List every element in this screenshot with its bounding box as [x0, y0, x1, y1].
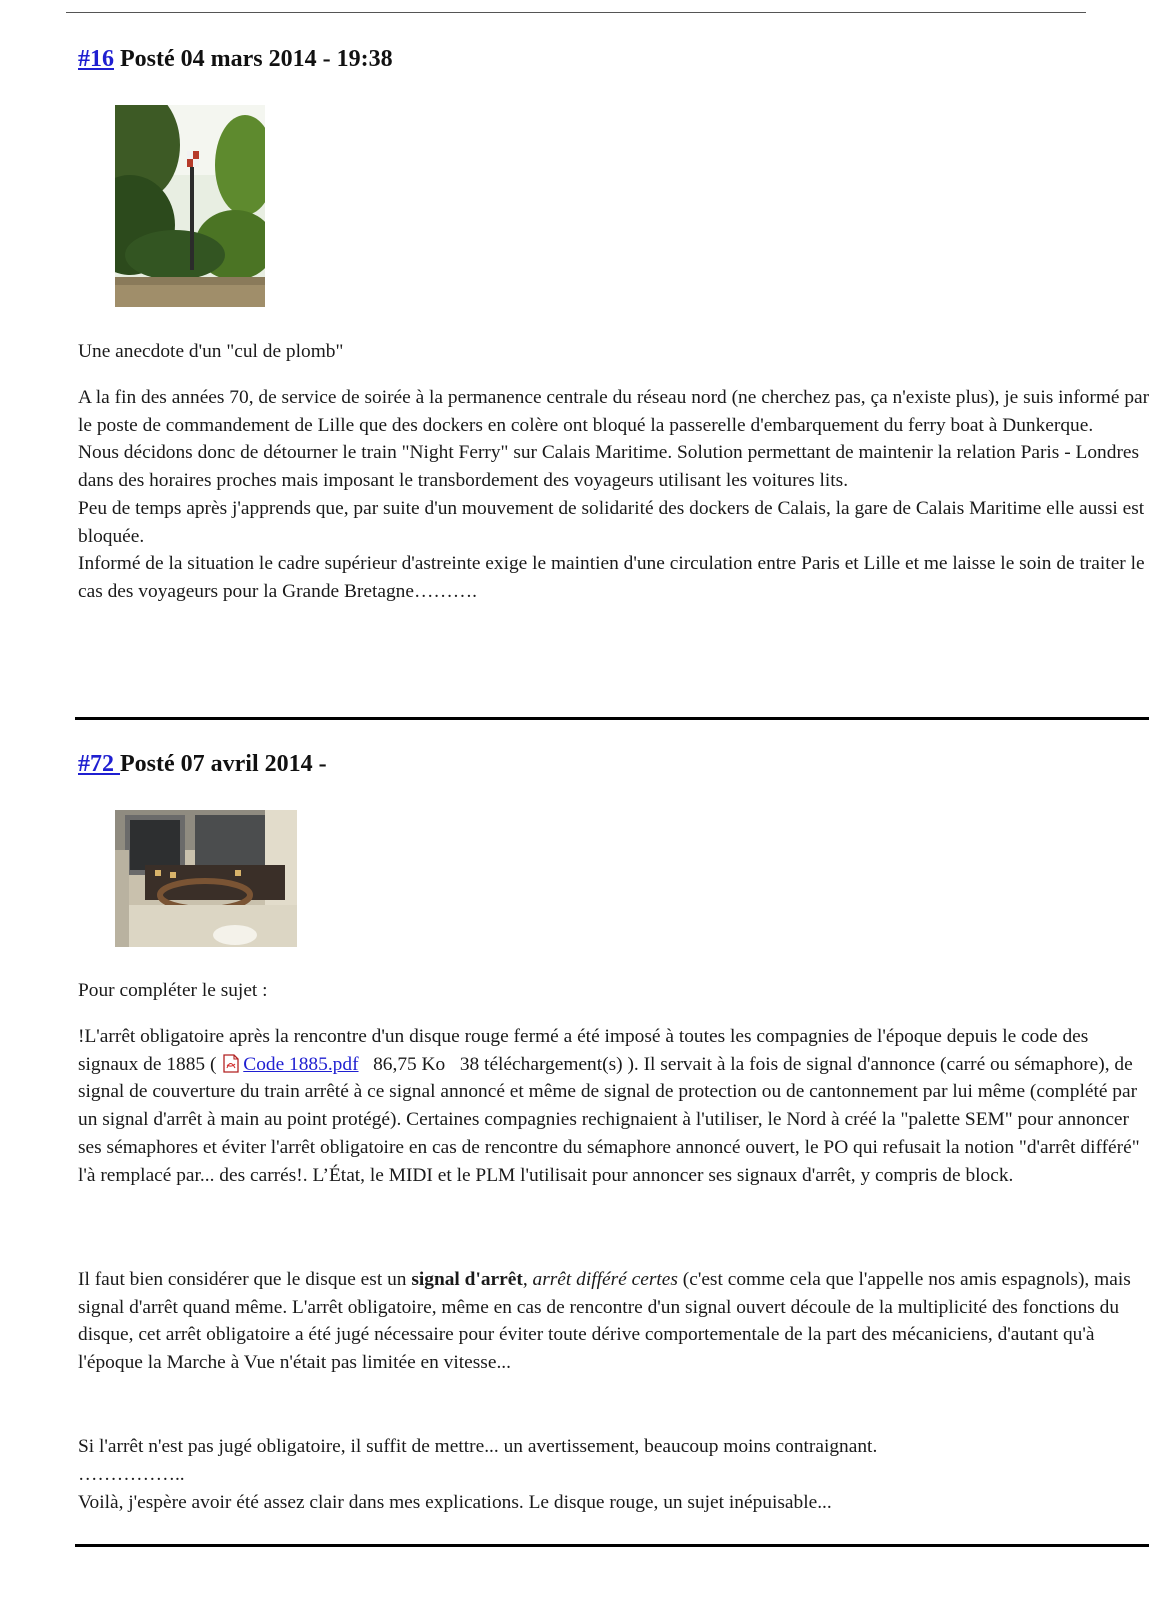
pdf-attachment-link[interactable]: Code 1885.pdf — [243, 1053, 359, 1075]
post-number-link[interactable]: #16 — [78, 46, 114, 72]
attachment-size: 86,75 Ko — [373, 1053, 446, 1075]
post-body-paragraph-5: Voilà, j'espère avoir été assez clair dans mes explications. Le disque rouge, un sujet inépuisable... — [78, 1492, 832, 1513]
cab-photo — [115, 810, 297, 947]
post-body-paragraph-2: Il faut bien considérer que le disque est un signal d'arrêt, arrêt différé certes (c'est comme cela que l'appelle nos amis espagnols), mais signal d'arrêt quand même. L'arrêt obligatoire, même en cas de rencontre d'un signal ouvert découle de la multiplicité des fonctions du disque, cet arrêt obligatoire a été jugé nécessaire pour éviter toute dérive comportementale de la part des mécaniciens, d'autant qu'à l'époque la Marche à Vue n'était pas limitée en vitesse... — [78, 1269, 1131, 1374]
post-intro: Une anecdote d'un "cul de plomb" — [78, 341, 344, 362]
post-date: Posté 07 avril 2014 - — [120, 751, 327, 777]
post-body: A la fin des années 70, de service de soirée à la permanence centrale du réseau nord (ne cherchez pas, ça n'existe plus), je suis informé par le poste de commandement de Lille que des dockers en colère ont bloqué la passerelle d'embarquement du ferry boat à Dunkerque. Nous décidons donc de détourner le train "Night Ferry" sur Calais Maritime. Solution permettant de maintenir la relation Paris - Londres dans des horaires proches mais imposant le transbordement des voyageurs utilisant les voitures lits. Peu de temps après j'apprends que, par suite d'un mouvement de solidarité des dockers de Calais, la gare de Calais Maritime elle aussi est bloquée. Informé de la situation le cadre supérieur d'astreinte exige le maintien d'une circulation entre Paris et Lille et me laisse le soin de traiter le cas des voyageurs pour la Grande Bretagne………. — [78, 387, 1150, 602]
post-header — [78, 46, 393, 73]
pdf-file-icon — [223, 1054, 239, 1073]
ellipsis-line: …………….. — [78, 1464, 185, 1485]
post-body-paragraph-1: !L'arrêt obligatoire après la rencontre d'un disque rouge fermé a été imposé à toutes les compagnies de l'époque depuis le code des signaux de 1885 ( Code 1885.pdf 86,75 Ko 38 téléchargement(s) ). Il servait à la fois de signal d'annonce (carré ou sémaphore), de signal de couverture du train arrêté à ce signal annoncé et même de signal de protection ou de cantonnement par lui même (complété par un signal d'arrêt à main au point protégé). Certaines compagnies rechignaient à l'utiliser, le Nord à créé la "palette SEM" pour annoncer ses sémaphores et éviter l'arrêt obligatoire en cas de rencontre du sémaphore annoncé ouvert, le PO qui refusait la notion "d'arrêt différé" l'à remplacé par... des carrés!. L’État, le MIDI et le PLM l'utilisait pour annoncer ses signaux d'arrêt, y compris de block. — [78, 1026, 1140, 1186]
top-dashed-rule — [66, 12, 1086, 13]
post-number-link[interactable]: #72 — [78, 751, 120, 777]
signal-photo — [115, 105, 265, 307]
post-header — [78, 751, 327, 778]
post-separator — [75, 1544, 1149, 1547]
post-body-paragraph-3: Si l'arrêt n'est pas jugé obligatoire, il suffit de mettre... un avertissement, beaucoup moins contraignant. — [78, 1436, 878, 1457]
post-separator — [75, 717, 1149, 720]
attachment-downloads: 38 téléchargement(s) — [459, 1053, 623, 1075]
post-intro: Pour compléter le sujet : — [78, 980, 268, 1001]
post-date: Posté 04 mars 2014 - 19:38 — [120, 46, 393, 72]
